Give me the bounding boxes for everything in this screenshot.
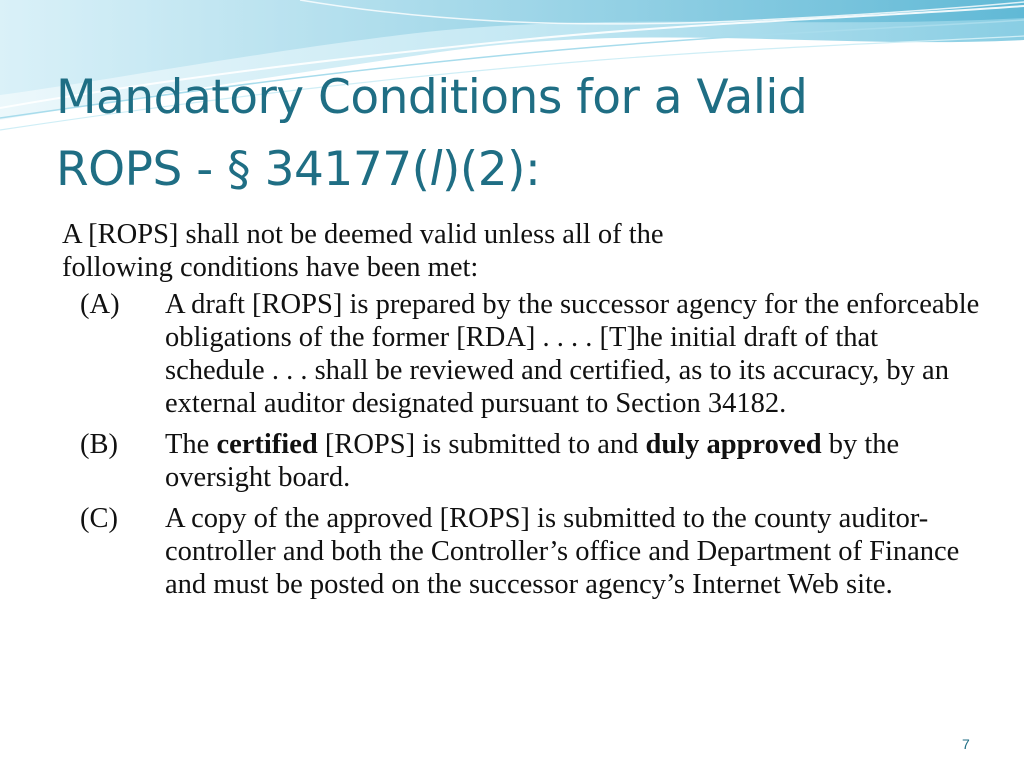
condition-label-c: (C) [80,503,118,534]
condition-text-b-part-3: by the oversight board. [165,429,900,493]
page-number: 7 [962,736,970,752]
condition-item-a [62,288,982,420]
intro-line-1: A [ROPS] shall not be deemed valid unless all of the [62,219,664,250]
condition-text-b-part-2: [ROPS] is submitted to and [317,429,646,460]
title-line-2-suffix: )(2): [442,142,541,197]
condition-item-c [62,502,982,601]
intro-line-2: following conditions have been met: [62,252,479,283]
intro-paragraph [62,218,982,284]
condition-text-a: A draft [ROPS] is prepared by the successor agency for the enforceable obligations of the former [RDA] . . . . [T]he initial draft of that schedule . . . shall be reviewed and certified, as to its accuracy, by an external auditor designated pursuant to Section 34182. [165,289,980,419]
slide-body [62,218,982,609]
condition-label-b: (B) [80,429,118,460]
condition-text-b-bold-2: duly approved [645,429,822,460]
title-line-2 [56,134,996,206]
condition-text-c: A copy of the approved [ROPS] is submitted to the county auditor-controller and both the Controller’s office and Department of Finance and must be posted on the successor agency’s Internet Web site. [165,503,960,600]
condition-item-b [62,428,982,494]
title-line-2-italic: l [429,142,443,197]
title-line-2-prefix: ROPS - § 34177( [56,142,430,197]
title-line-1: Mandatory Conditions for a Valid [56,70,808,125]
slide-title [56,62,996,206]
condition-label-a: (A) [80,289,120,320]
condition-text-b-part-1: The [165,429,217,460]
condition-text-b-bold-1: certified [216,429,318,460]
